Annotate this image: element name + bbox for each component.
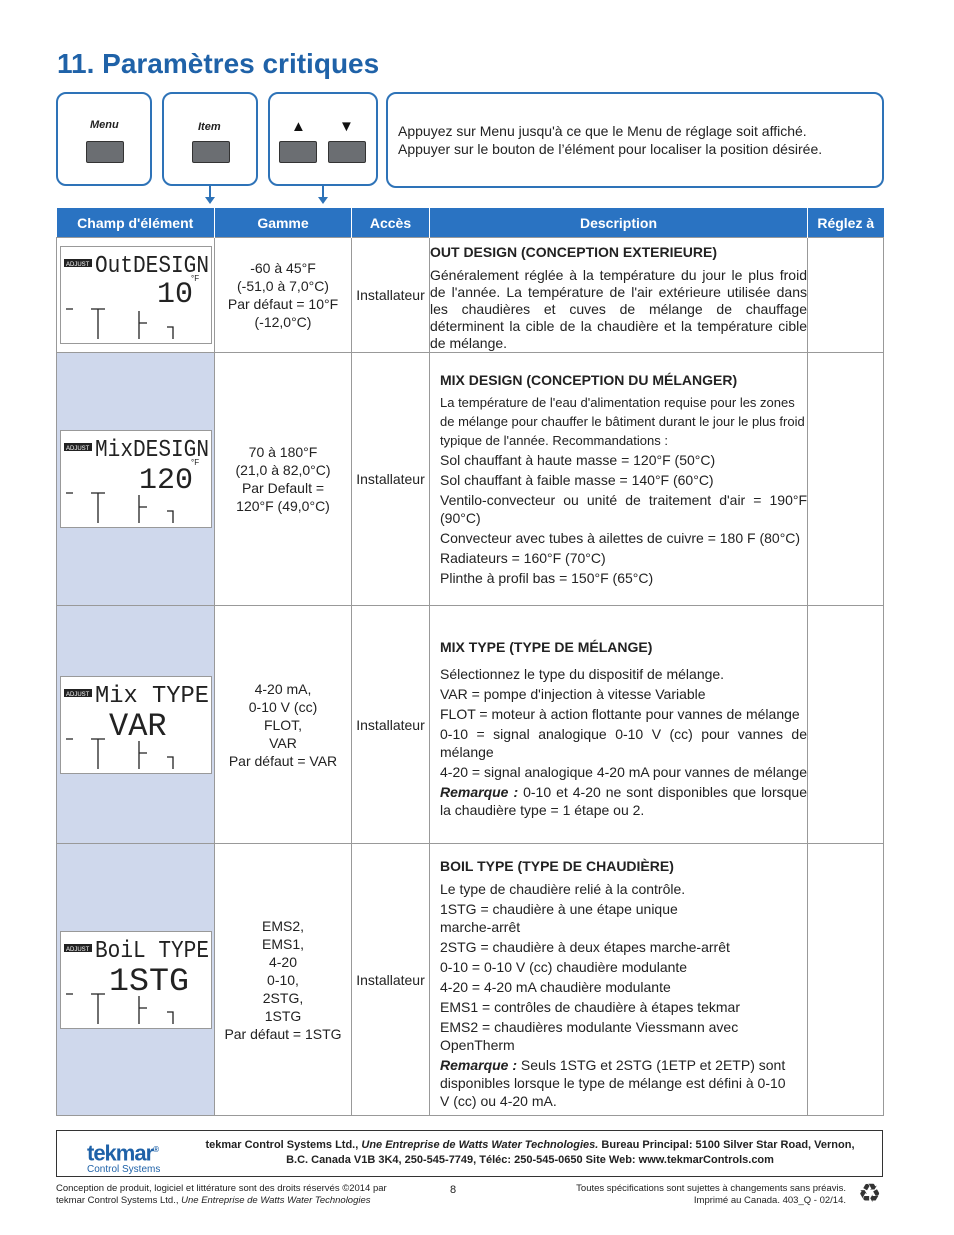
lcd-value: 10 — [156, 278, 193, 312]
remark-text: 0-10 et 4-20 ne sont disponibles que lorsque la chaudière type = 1 étape ou 2. — [440, 784, 807, 818]
table-row — [57, 353, 884, 606]
remark-label: Remarque : — [440, 1056, 518, 1073]
lcd-top-text: OutDESIGN — [94, 253, 209, 280]
lcd-value: VAR — [108, 707, 167, 745]
range-line: VAR — [269, 734, 297, 751]
arrow-key-panel — [268, 92, 378, 186]
description-cell — [430, 844, 808, 1116]
lcd-graphic — [61, 247, 211, 343]
range-line: 4-20 — [268, 953, 298, 970]
range-line: 0-10, — [267, 971, 299, 988]
description-line: Sol chauffant à haute masse = 120°F (50°C) — [440, 452, 716, 468]
range-line: (-51,0 à 7,0°C) — [237, 278, 329, 294]
company-footer — [56, 1130, 883, 1177]
description-line: EMS2 = chaudières modulante Viessmann avec OpenTherm — [440, 1018, 739, 1053]
lcd-display — [60, 676, 212, 774]
range-line: Par défaut = 1STG — [224, 1025, 342, 1042]
menu-key-panel — [56, 92, 152, 186]
down-button[interactable] — [328, 141, 366, 163]
lcd-cell — [57, 844, 215, 1116]
range-line: FLOT, — [263, 716, 303, 733]
menu-key-label: Menu — [90, 119, 119, 131]
table-header-row — [57, 208, 884, 238]
range-line: Par défaut = VAR — [228, 752, 338, 769]
lcd-unit: °F — [190, 458, 199, 467]
lcd-top-text: MixDESIGN — [94, 437, 209, 464]
set-to-cell[interactable] — [808, 844, 884, 1116]
range-line: 0-10 V (cc) — [248, 698, 318, 715]
description-line: 4-20 = 4-20 mA chaudière modulante — [440, 978, 671, 995]
description-line: Ventilo-convecteur ou unité de traitement d'air = 190°F (90°C) — [440, 492, 807, 526]
range-line: 120°F (49,0°C) — [236, 498, 330, 514]
description-line: Sol chauffant à faible masse = 140°F (60°C) — [440, 472, 714, 488]
lcd-tag: ADJUST — [65, 691, 89, 698]
header-access: Accès — [352, 208, 430, 238]
instruction-line-2: Appuyer sur le bouton de l’élément pour localiser la position désirée. — [398, 141, 823, 157]
print-note-line-1: Toutes spécifications sont sujettes à changements sans préavis. — [576, 1183, 846, 1194]
logo-reg: ® — [153, 1145, 159, 1154]
description-cell — [430, 606, 808, 844]
description-line: VAR = pompe d'injection à vitesse Variable — [440, 686, 706, 702]
instruction-box — [386, 92, 884, 188]
range-line: 70 à 180°F — [248, 444, 318, 460]
copyright-tagline: Une Entreprise de Watts Water Technologies — [181, 1195, 371, 1206]
description-cell — [430, 353, 808, 606]
lcd-display — [60, 430, 212, 528]
description-line: 0-10 = 0-10 V (cc) chaudière modulante — [440, 958, 688, 975]
range-cell — [215, 844, 352, 1116]
copyright-company: tekmar Control Systems Ltd., — [56, 1195, 179, 1206]
print-note — [576, 1183, 846, 1207]
range-line: 1STG — [264, 1007, 302, 1024]
range-line: EMS2, — [261, 917, 304, 934]
page-title: 11. Paramètres critiques — [57, 48, 380, 79]
lcd-display — [60, 931, 212, 1029]
lcd-tag: ADJUST — [65, 446, 89, 452]
description-line: Convecteur avec tubes à ailettes de cuivre = 180 F (80°C) — [440, 530, 801, 546]
lcd-unit: °F — [190, 274, 199, 283]
header-description: Description — [430, 208, 808, 238]
set-to-cell[interactable] — [808, 353, 884, 606]
down-arrow-icon: ▼ — [339, 118, 354, 135]
description-line: Plinthe à profil bas = 150°F (65°C) — [440, 570, 654, 586]
lcd-cell — [57, 606, 215, 844]
description-line: FLOT = moteur à action flottante pour vannes de mélange — [440, 706, 800, 722]
arrow-connector-arrow — [318, 197, 328, 204]
range-line: EMS1, — [261, 935, 304, 952]
range-line: (-12,0°C) — [254, 314, 312, 330]
lcd-value: 1STG — [108, 962, 189, 1000]
description-remark — [440, 1056, 807, 1110]
lcd-display — [60, 246, 212, 344]
range-cell — [215, 606, 352, 844]
copyright-note — [56, 1183, 387, 1207]
header-range: Gamme — [215, 208, 352, 238]
access-cell: Installateur — [352, 844, 430, 1116]
description-line: 4-20 = signal analogique 4-20 mA pour vannes de mélange — [440, 764, 807, 780]
table-row — [57, 238, 884, 353]
logo-text: tekmar — [87, 1140, 154, 1166]
description-line: Généralement réglée à la température du jour le plus froid de l'année. La température de l'air extérieure utilisée dans les chaudières et cuves de mélange de chauffage déterminent la cible de la chaudière et la température cible de mélange. — [430, 266, 807, 351]
item-key-label: Item — [198, 121, 221, 133]
company-name: tekmar Control Systems Ltd., — [205, 1139, 359, 1151]
company-address: Bureau Principal: 5100 Silver Star Road, Vernon, B.C. Canada V1B 3K4, 250-545-7749, Téléc: 250-545-0650 Site Web: www.tekmarControls.com — [286, 1139, 855, 1166]
description-line: Sélectionnez le type du dispositif de mélange. — [440, 666, 725, 682]
lcd-segments — [66, 309, 173, 339]
item-button[interactable] — [192, 141, 230, 163]
description-line: Le type de chaudière relié à la contrôle. — [440, 880, 686, 897]
description-line: La température de l'eau d'alimentation requise pour les zones de mélange pour chauffer le bâtiment durant le jour le plus froid typique de l'année. Recommandations : — [440, 395, 805, 448]
range-line: 2STG, — [262, 989, 304, 1006]
menu-button[interactable] — [86, 141, 124, 163]
parameter-table — [56, 208, 884, 1116]
header-field: Champ d'élément — [57, 208, 215, 238]
description-title: OUT DESIGN (CONCEPTION EXTERIEURE) — [430, 243, 718, 260]
range-cell — [215, 353, 352, 606]
set-to-cell[interactable] — [808, 238, 884, 353]
tekmar-logo — [87, 1139, 160, 1176]
lcd-cell — [57, 238, 215, 353]
access-cell: Installateur — [352, 353, 430, 606]
lcd-value: 120 — [138, 464, 193, 498]
lcd-graphic — [61, 677, 211, 773]
remark-text: Seuls 1STG et 2STG (1ETP et 2ETP) sont disponibles lorsque le type de mélange est défini à 0-10 V (cc) ou 4-20 mA. — [440, 1056, 786, 1109]
company-tagline: Une Entreprise de Watts Water Technologies. — [361, 1139, 599, 1151]
access-cell: Installateur — [352, 606, 430, 844]
description-line: EMS1 = contrôles de chaudière à étapes tekmar — [440, 998, 741, 1015]
lcd-graphic — [61, 431, 211, 527]
recycle-icon: ♻ — [858, 1178, 882, 1208]
table-row — [57, 844, 884, 1116]
description-title: MIX DESIGN (CONCEPTION DU MÉLANGER) — [440, 372, 738, 388]
range-cell — [215, 238, 352, 353]
print-note-line-2: Imprimé au Canada. 403_Q - 02/14. — [693, 1195, 846, 1206]
description-remark — [440, 783, 807, 819]
access-cell: Installateur — [352, 238, 430, 353]
description-line: 2STG = chaudière à deux étapes marche-arrêt — [440, 938, 730, 955]
description-title: BOIL TYPE (TYPE DE CHAUDIÈRE) — [440, 857, 674, 874]
lcd-top-text: BoiL TYPE — [94, 937, 209, 965]
range-line: Par Default = — [241, 480, 325, 496]
set-to-cell[interactable] — [808, 606, 884, 844]
logo-subtitle: Control Systems — [87, 1164, 161, 1176]
description-line: 0-10 = signal analogique 0-10 V (cc) pour vannes de mélange — [440, 726, 807, 760]
description-line: 1STG = chaudière à une étape unique marche-arrêt — [440, 900, 678, 935]
description-title: MIX TYPE (TYPE DE MÉLANGE) — [440, 639, 653, 655]
description-cell — [430, 238, 808, 353]
copyright-line-1: Conception de produit, logiciel et littérature sont des droits réservés ©2014 par — [56, 1183, 387, 1194]
item-key-panel — [162, 92, 258, 186]
lcd-top-text: Mix TYPE — [94, 682, 209, 710]
description-line: Radiateurs = 160°F (70°C) — [440, 550, 606, 566]
table-row — [57, 606, 884, 844]
item-connector-arrow — [205, 197, 215, 204]
range-line: (21,0 à 82,0°C) — [235, 462, 331, 478]
company-info — [205, 1138, 855, 1168]
page-number: 8 — [450, 1184, 457, 1196]
range-line: -60 à 45°F — [250, 260, 316, 276]
range-line: 4-20 mA, — [254, 680, 312, 697]
up-button[interactable] — [279, 141, 317, 163]
lcd-tag: ADJUST — [65, 262, 89, 268]
lcd-cell — [57, 353, 215, 606]
instruction-line-1: Appuyez sur Menu jusqu'à ce que le Menu de réglage soit affiché. — [398, 123, 807, 139]
range-line: Par défaut = 10°F — [227, 296, 339, 312]
remark-label: Remarque : — [440, 784, 519, 800]
up-arrow-icon: ▲ — [291, 118, 306, 135]
lcd-tag: ADJUST — [65, 946, 89, 953]
header-set-to: Réglez à — [808, 208, 884, 238]
lcd-graphic — [61, 932, 211, 1028]
